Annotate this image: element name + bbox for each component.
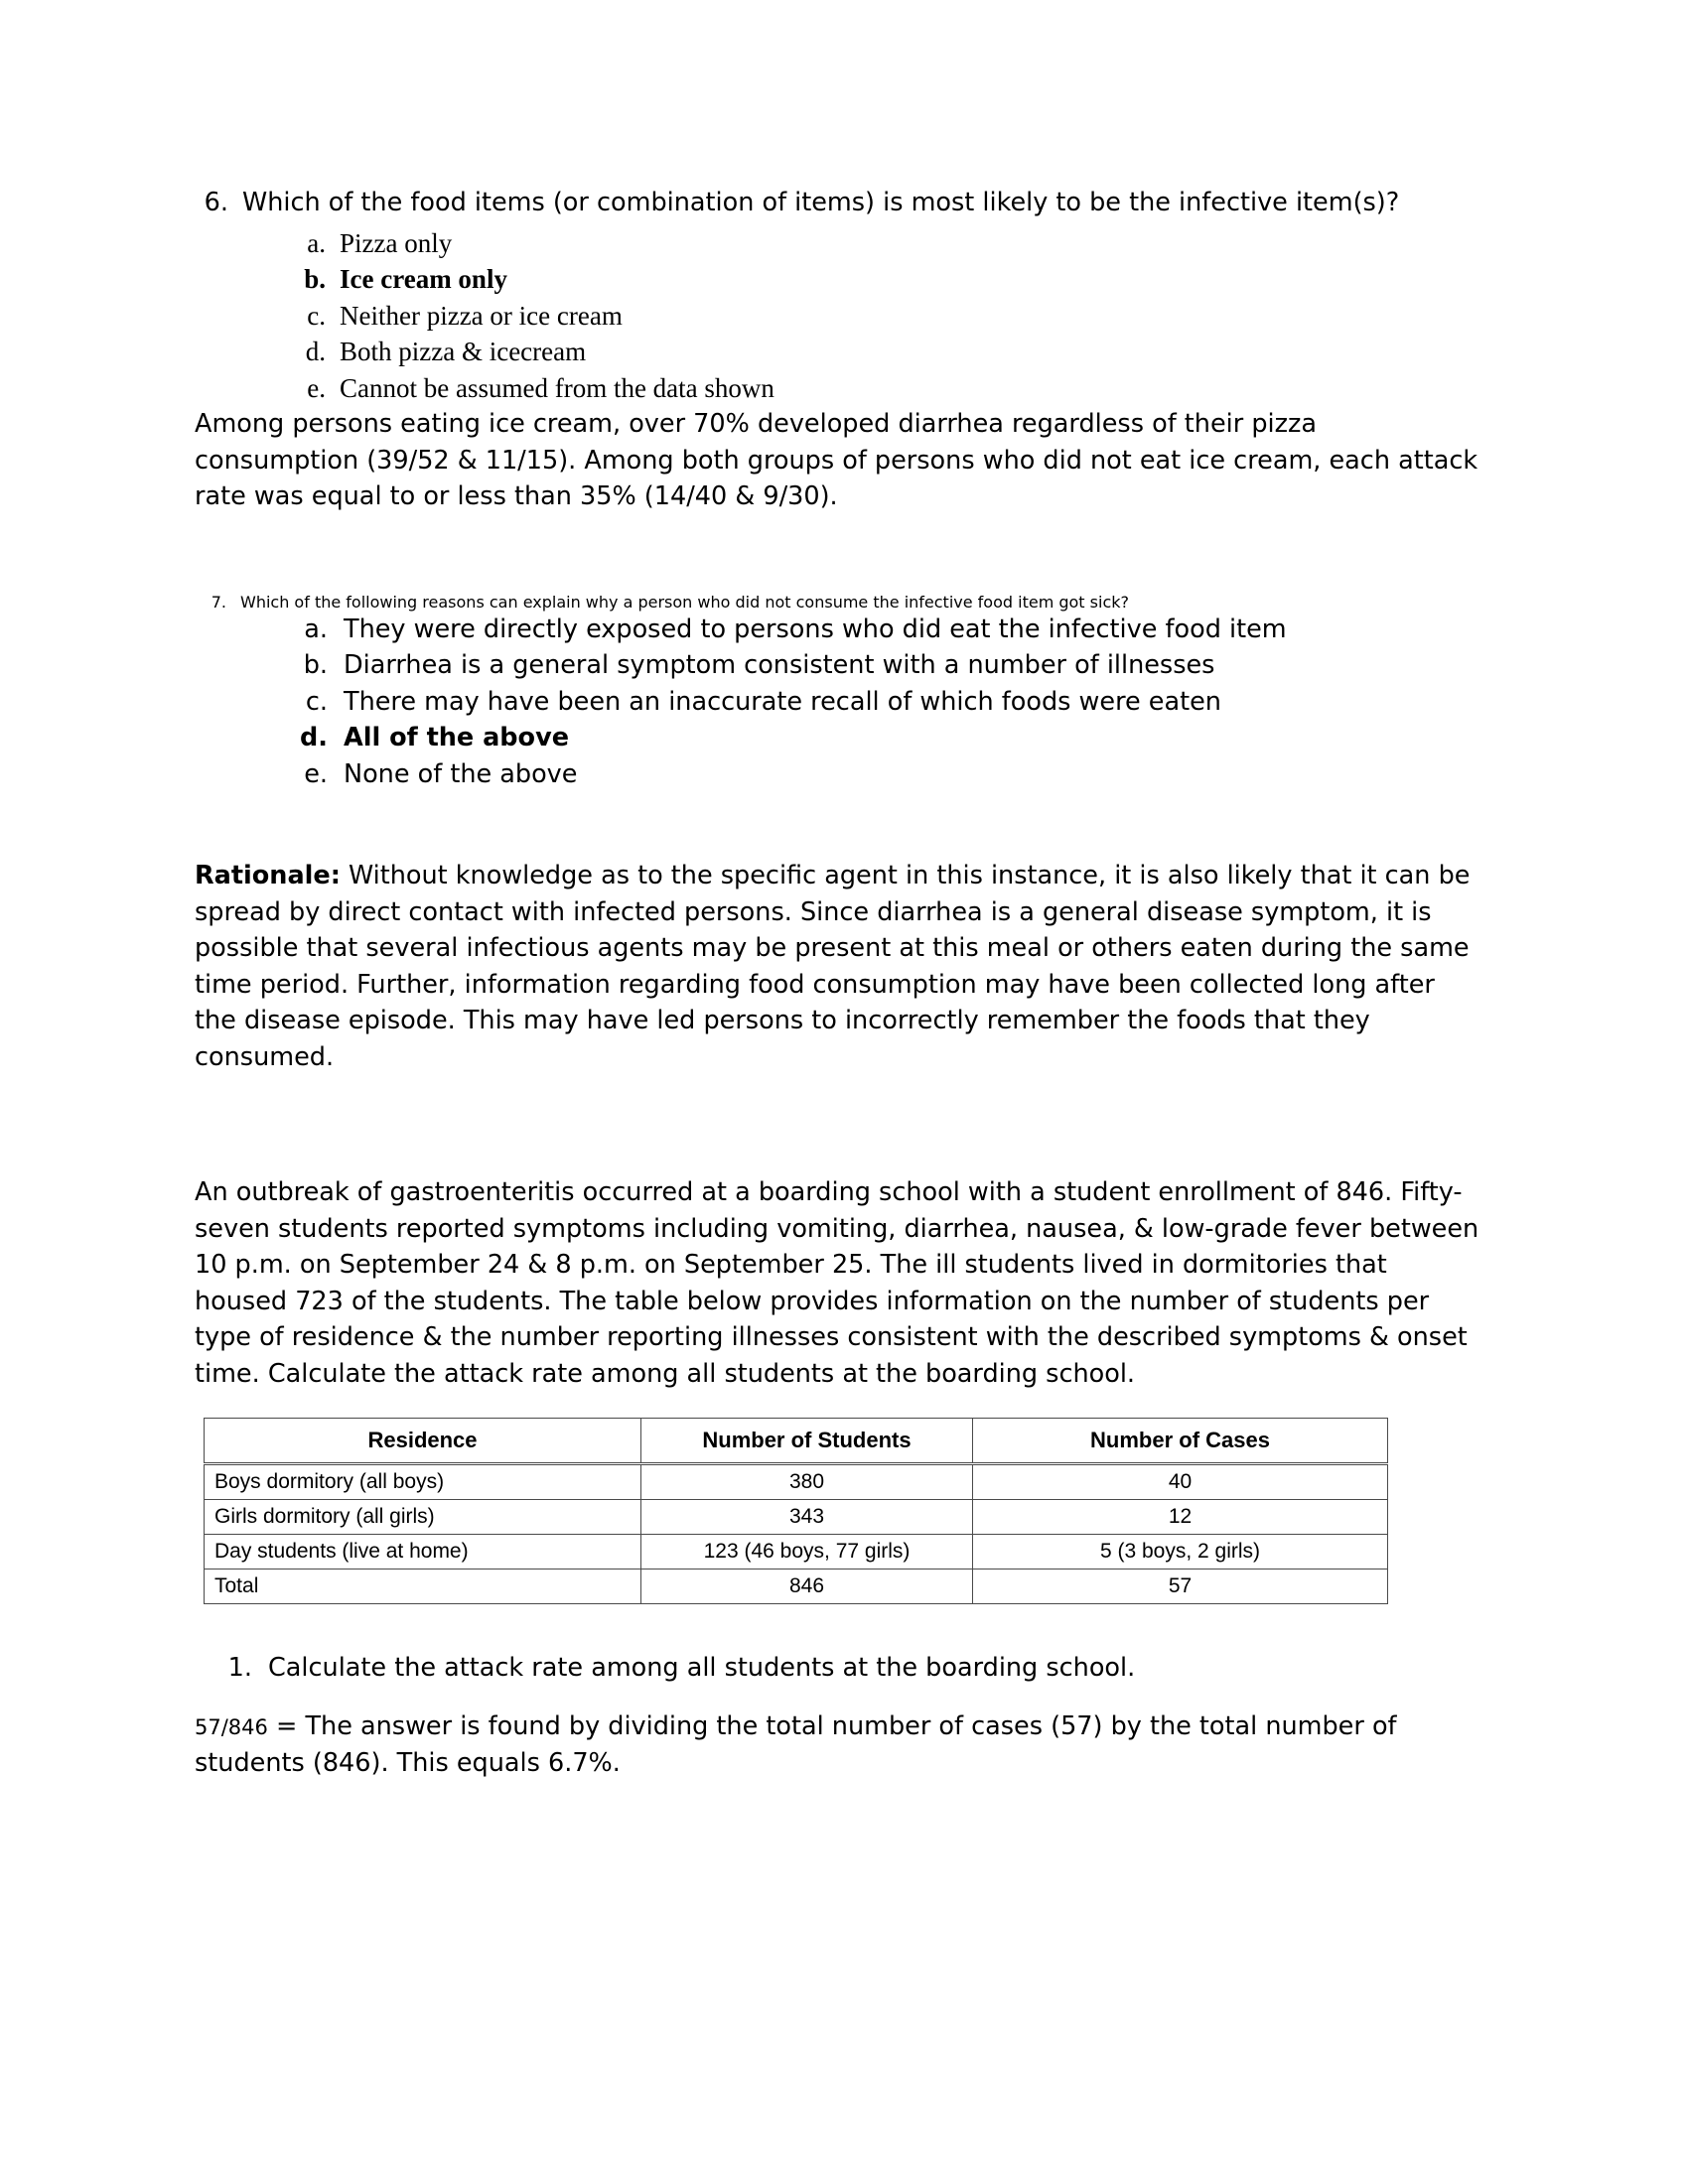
question-7-number: 7. <box>211 592 226 612</box>
question-6-option-a[interactable] <box>300 225 1481 262</box>
question-6-block <box>195 185 1481 515</box>
cell-residence: Boys dormitory (all boys) <box>205 1464 641 1500</box>
cell-residence: Girls dormitory (all girls) <box>205 1500 641 1535</box>
rationale-label: Rationale: <box>195 861 341 890</box>
table-row <box>205 1535 1388 1570</box>
question-6-option-b[interactable] <box>300 261 1481 298</box>
question-6-options <box>195 225 1481 407</box>
cell-cases: 5 (3 boys, 2 girls) <box>973 1535 1388 1570</box>
spacer <box>195 1604 1481 1650</box>
option-label: d. <box>300 723 328 752</box>
rationale-paragraph <box>195 858 1481 1075</box>
table-row-total <box>205 1570 1388 1604</box>
task-1-text: Calculate the attack rate among all students at the boarding school. <box>268 1653 1136 1683</box>
spacer <box>195 1075 1481 1153</box>
residence-table <box>204 1418 1388 1604</box>
cell-students: 846 <box>641 1570 973 1604</box>
question-6-explanation: Among persons eating ice cream, over 70% developed diarrhea regardless of their pizza consumption (39/52 & 11/15). Among both groups of persons who did not eat ice cream, each attack rate was equal to or less than 35% (14/40 & 9/30). <box>195 409 1478 511</box>
question-7-options <box>195 612 1481 793</box>
option-text: Cannot be assumed from the data shown <box>340 372 774 403</box>
column-header-cases: Number of Cases <box>973 1419 1388 1464</box>
question-7-option-b[interactable] <box>300 647 1481 684</box>
option-text: All of the above <box>344 723 569 752</box>
spacer <box>195 515 1481 593</box>
spacer <box>195 1687 1481 1708</box>
rationale-text: Without knowledge as to the specific agent in this instance, it is also likely that it can be spread by direct contact with infected persons. Since diarrhea is a general disease symptom, it is possible that several infectious agents may be present at this meal or others eaten during the same time period. Further, information regarding food consumption may have been collected long after the disease episode. This may have led persons to incorrectly remember the foods that they consumed. <box>195 861 1471 1072</box>
answer-text: = The answer is found by dividing the total number of cases (57) by the total number of students (846). This equals 6.7%. <box>195 1710 1397 1778</box>
option-text: None of the above <box>344 758 578 789</box>
spacer <box>195 1153 1481 1174</box>
question-7-option-e[interactable] <box>300 756 1481 793</box>
task-1-item <box>195 1650 1481 1687</box>
scenario-paragraph: An outbreak of gastroenteritis occurred at a boarding school with a student enrollment of 846. Fifty-seven students reported symptoms including vomiting, diarrhea, nausea, & low-grade fever between 10 p.m. on September 24 & 8 p.m. on September 25. The ill students lived in dormitories that housed 723 of the students. The table below provides information on the number of students per type of residence & the number reporting illnesses consistent with the described symptoms & onset time. Calculate the attack rate among all students at the boarding school. <box>195 1177 1479 1389</box>
option-label: d. <box>305 337 326 366</box>
question-6-option-c[interactable] <box>300 298 1481 335</box>
question-7-prompt <box>195 593 1481 612</box>
option-label: e. <box>304 758 328 789</box>
table-row <box>205 1500 1388 1535</box>
option-text: Neither pizza or ice cream <box>340 300 623 331</box>
table-header-row <box>205 1419 1388 1464</box>
spacer <box>195 792 1481 858</box>
option-label: a. <box>304 614 328 644</box>
option-text: Diarrhea is a general symptom consistent with a number of illnesses <box>344 650 1215 680</box>
question-7-option-d[interactable] <box>300 720 1481 756</box>
cell-cases: 12 <box>973 1500 1388 1535</box>
question-7-option-c[interactable] <box>300 684 1481 721</box>
cell-students: 123 (46 boys, 77 girls) <box>641 1535 973 1570</box>
question-6-number: 6. <box>204 188 228 217</box>
option-label: b. <box>304 264 326 294</box>
question-6-option-d[interactable] <box>300 334 1481 370</box>
task-1-number: 1. <box>227 1653 252 1683</box>
option-text: Pizza only <box>340 227 453 258</box>
answer-fraction: 57/846 <box>195 1714 268 1739</box>
cell-residence: Total <box>205 1570 641 1604</box>
table-header <box>205 1419 1388 1464</box>
question-7-text: Which of the following reasons can explain why a person who did not consume the infective food item got sick? <box>240 592 1129 612</box>
option-label: b. <box>303 650 328 680</box>
table-row <box>205 1464 1388 1500</box>
option-text: Ice cream only <box>340 264 507 294</box>
table-body <box>205 1464 1388 1604</box>
column-header-students: Number of Students <box>641 1419 973 1464</box>
question-6-text: Which of the food items (or combination of items) is most likely to be the infective item(s)? <box>242 188 1400 217</box>
question-7-block <box>195 593 1481 793</box>
option-label: e. <box>307 372 326 403</box>
question-6-option-e[interactable] <box>300 370 1481 407</box>
option-label: c. <box>307 300 326 331</box>
question-6-prompt <box>195 185 1481 221</box>
column-header-residence: Residence <box>205 1419 641 1464</box>
answer-paragraph <box>195 1708 1481 1782</box>
option-text: They were directly exposed to persons who did eat the infective food item <box>344 614 1287 644</box>
option-text: Both pizza & icecream <box>340 337 587 366</box>
question-7-option-a[interactable] <box>300 612 1481 648</box>
option-text: There may have been an inaccurate recall of which foods were eaten <box>344 686 1221 717</box>
cell-cases: 57 <box>973 1570 1388 1604</box>
option-label: a. <box>307 227 326 258</box>
cell-cases: 40 <box>973 1464 1388 1500</box>
option-label: c. <box>305 686 328 717</box>
cell-students: 380 <box>641 1464 973 1500</box>
residence-table-wrapper <box>195 1418 1481 1604</box>
cell-students: 343 <box>641 1500 973 1535</box>
cell-residence: Day students (live at home) <box>205 1535 641 1570</box>
